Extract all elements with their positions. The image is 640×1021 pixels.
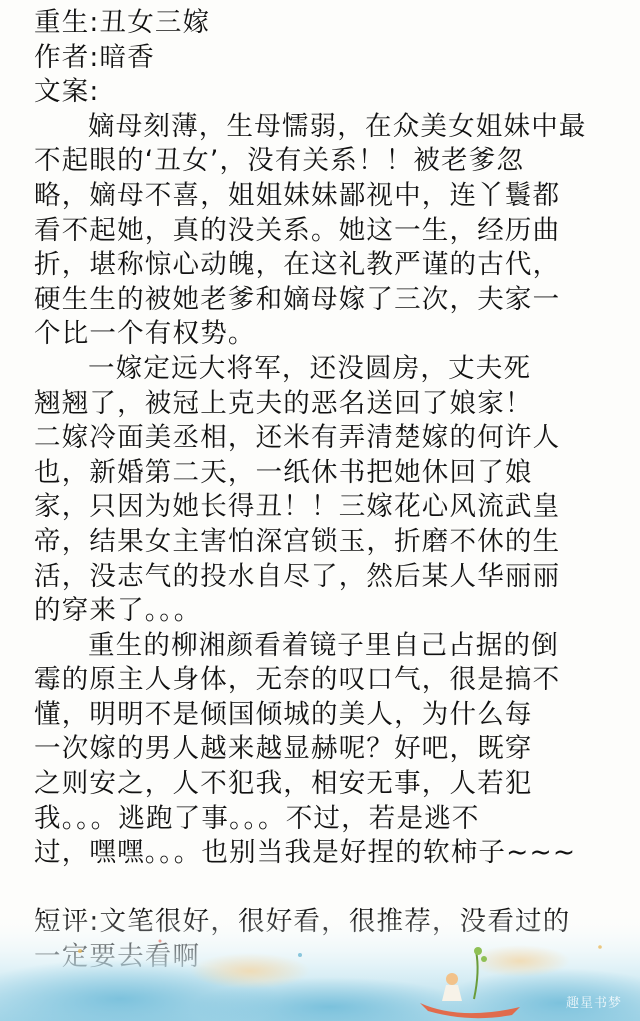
watermark: 趣星书梦 — [565, 996, 622, 1011]
lines-line: 二嫁冷面美丞相，还米有弄清楚嫁的何许人 — [34, 422, 561, 454]
lines-line: 活，没志气的投水自尽了，然后某人华丽丽 — [34, 560, 561, 592]
watercolor-decoration — [0, 911, 640, 1021]
paragraph-spacer — [34, 871, 624, 906]
lines-line: 重生:丑女三嫁 — [34, 7, 211, 38]
lines-line: 作者:暗香 — [34, 41, 155, 73]
document-text — [34, 6, 624, 975]
lines-line: 重生的柳湘颜看着镜子里自己占据的倒 — [88, 629, 559, 661]
lines-line: 不起眼的‘丑女’，没有关系！！被老爹忽 — [34, 145, 525, 177]
lines-line: 折，堪称惊心动魄，在这礼教严谨的古代， — [34, 249, 561, 281]
lines-line: 文案: — [34, 76, 100, 108]
lines-line: 一嫁定远大将军，还没圆房，丈夫死 — [88, 352, 532, 384]
lines-line: 过，嘿嘿。。。也别当我是好捏的软柿子~~~ — [34, 837, 577, 869]
lines-line: 硬生生的被她老爹和嫡母嫁了三次，夫家一 — [34, 283, 561, 315]
lines-line: 家，只因为她长得丑！！三嫁花心风流武皇 — [34, 491, 561, 523]
lines-line: 我。。。逃跑了事。。。不过，若是逃不 — [34, 802, 480, 834]
lines-line: 帝，结果女主害怕深宫锁玉，折磨不休的生 — [34, 525, 561, 557]
lines-line: 略，嫡母不喜，姐姐妹妹鄙视中，连丫鬟都 — [34, 179, 561, 211]
lines-line: 嫡母刻薄，生母懦弱，在众美女姐妹中最 — [88, 110, 587, 142]
lines-line: 个比一个有权势。 — [34, 318, 256, 350]
lines-line: 翘翘了，被冠上克夫的恶名送回了娘家！ — [34, 387, 533, 419]
lines-line: 懂，明明不是倾国倾城的美人，为什么每 — [34, 698, 533, 730]
lines-line: 一次嫁的男人越来越显赫呢？好吧，既穿 — [34, 733, 533, 765]
lines-line: 也，新婚第二天，一纸休书把她休回了娘 — [34, 456, 533, 488]
lines-line: 霉的原主人身体，无奈的叹口气，很是搞不 — [34, 664, 561, 696]
lines-line: 之则安之，人不犯我，相安无事，人若犯 — [34, 768, 533, 800]
lines-line: 看不起她，真的没关系。她这一生，经历曲 — [34, 214, 561, 246]
lines-line: 的穿来了。。。 — [34, 595, 202, 627]
